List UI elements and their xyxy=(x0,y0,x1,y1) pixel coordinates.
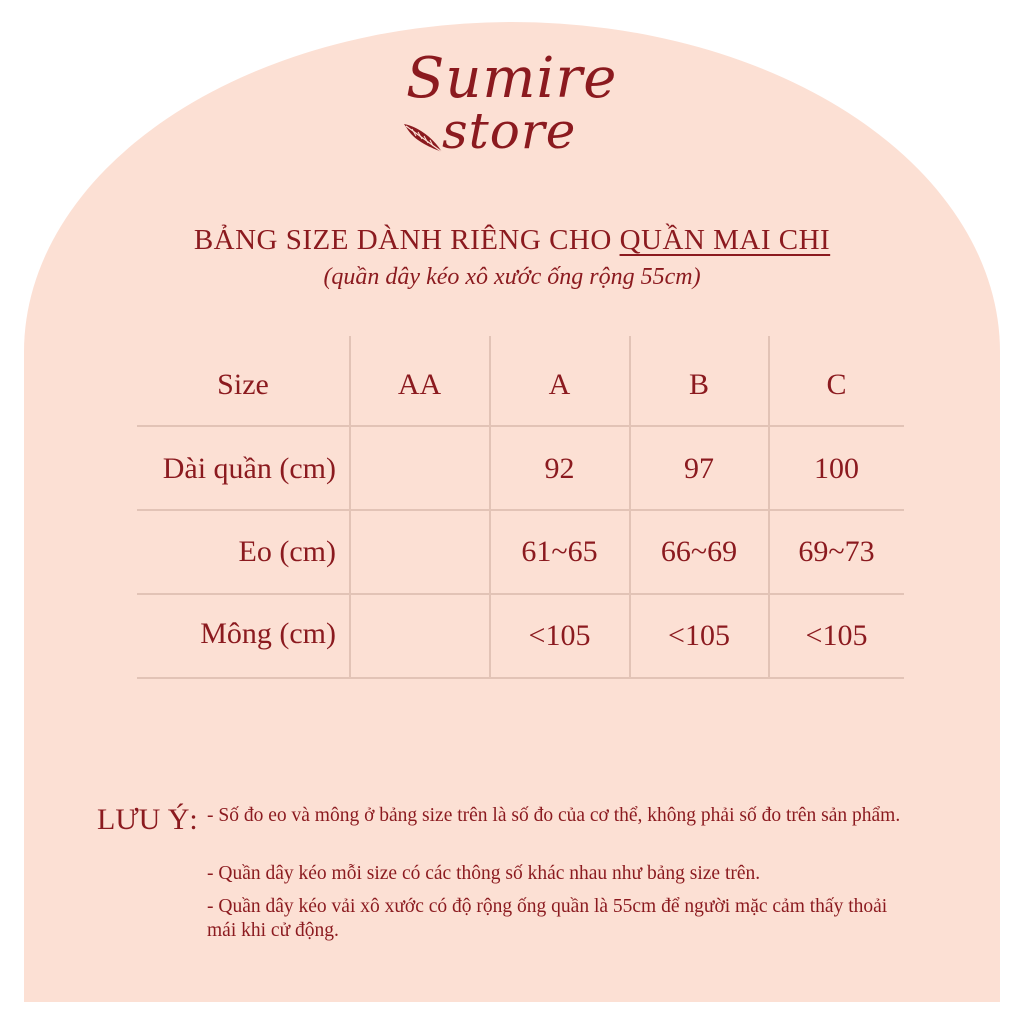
grid-hline xyxy=(137,425,904,427)
header-cell-size: Size xyxy=(217,368,269,401)
note-item: - Quần dây kéo mỗi size có các thông số khác nhau như bảng size trên. xyxy=(207,863,761,884)
grid-hline xyxy=(137,593,904,595)
cell-length-a: 92 xyxy=(544,452,575,485)
grid-hline xyxy=(137,509,904,511)
header-cell-aa: AA xyxy=(397,368,442,401)
row-label-waist: Eo (cm) xyxy=(238,535,336,568)
cell-length-c: 100 xyxy=(814,452,859,485)
cell-hip-b: <105 xyxy=(668,619,730,652)
note-item: - Quần dây kéo vải xô xước có độ rộng ống quần là 55cm để người mặc cảm thấy thoải mái khi cử động. xyxy=(207,896,888,941)
notes-label: LƯU Ý: xyxy=(97,803,198,836)
cell-waist-b: 66~69 xyxy=(660,535,738,568)
cell-waist-c: 69~73 xyxy=(798,535,875,568)
row-label-length: Dài quần (cm) xyxy=(162,452,336,485)
cell-hip-c: <105 xyxy=(805,619,868,652)
page-subtitle: (quần dây kéo xô xước ống rộng 55cm) xyxy=(323,264,701,290)
cell-length-b: 97 xyxy=(684,452,714,485)
note-item: - Số đo eo và mông ở bảng size trên là số đo của cơ thể, không phải số đo trên sản phẩm. xyxy=(207,805,901,826)
cell-hip-a: <105 xyxy=(528,619,591,652)
row-label-hip: Mông (cm) xyxy=(200,617,336,650)
header-cell-c: C xyxy=(826,368,847,401)
cell-waist-a: 61~65 xyxy=(521,535,598,568)
brand-name-line2: store xyxy=(442,102,577,160)
brand-name-line1: Sumire xyxy=(406,46,618,111)
header-cell-a: A xyxy=(548,368,571,401)
title-prefix: BẢNG SIZE DÀNH RIÊNG CHO xyxy=(193,224,620,256)
grid-hline xyxy=(137,677,904,679)
title-highlight: QUẦN MAI CHI xyxy=(619,224,831,256)
header-cell-b: B xyxy=(688,368,709,401)
